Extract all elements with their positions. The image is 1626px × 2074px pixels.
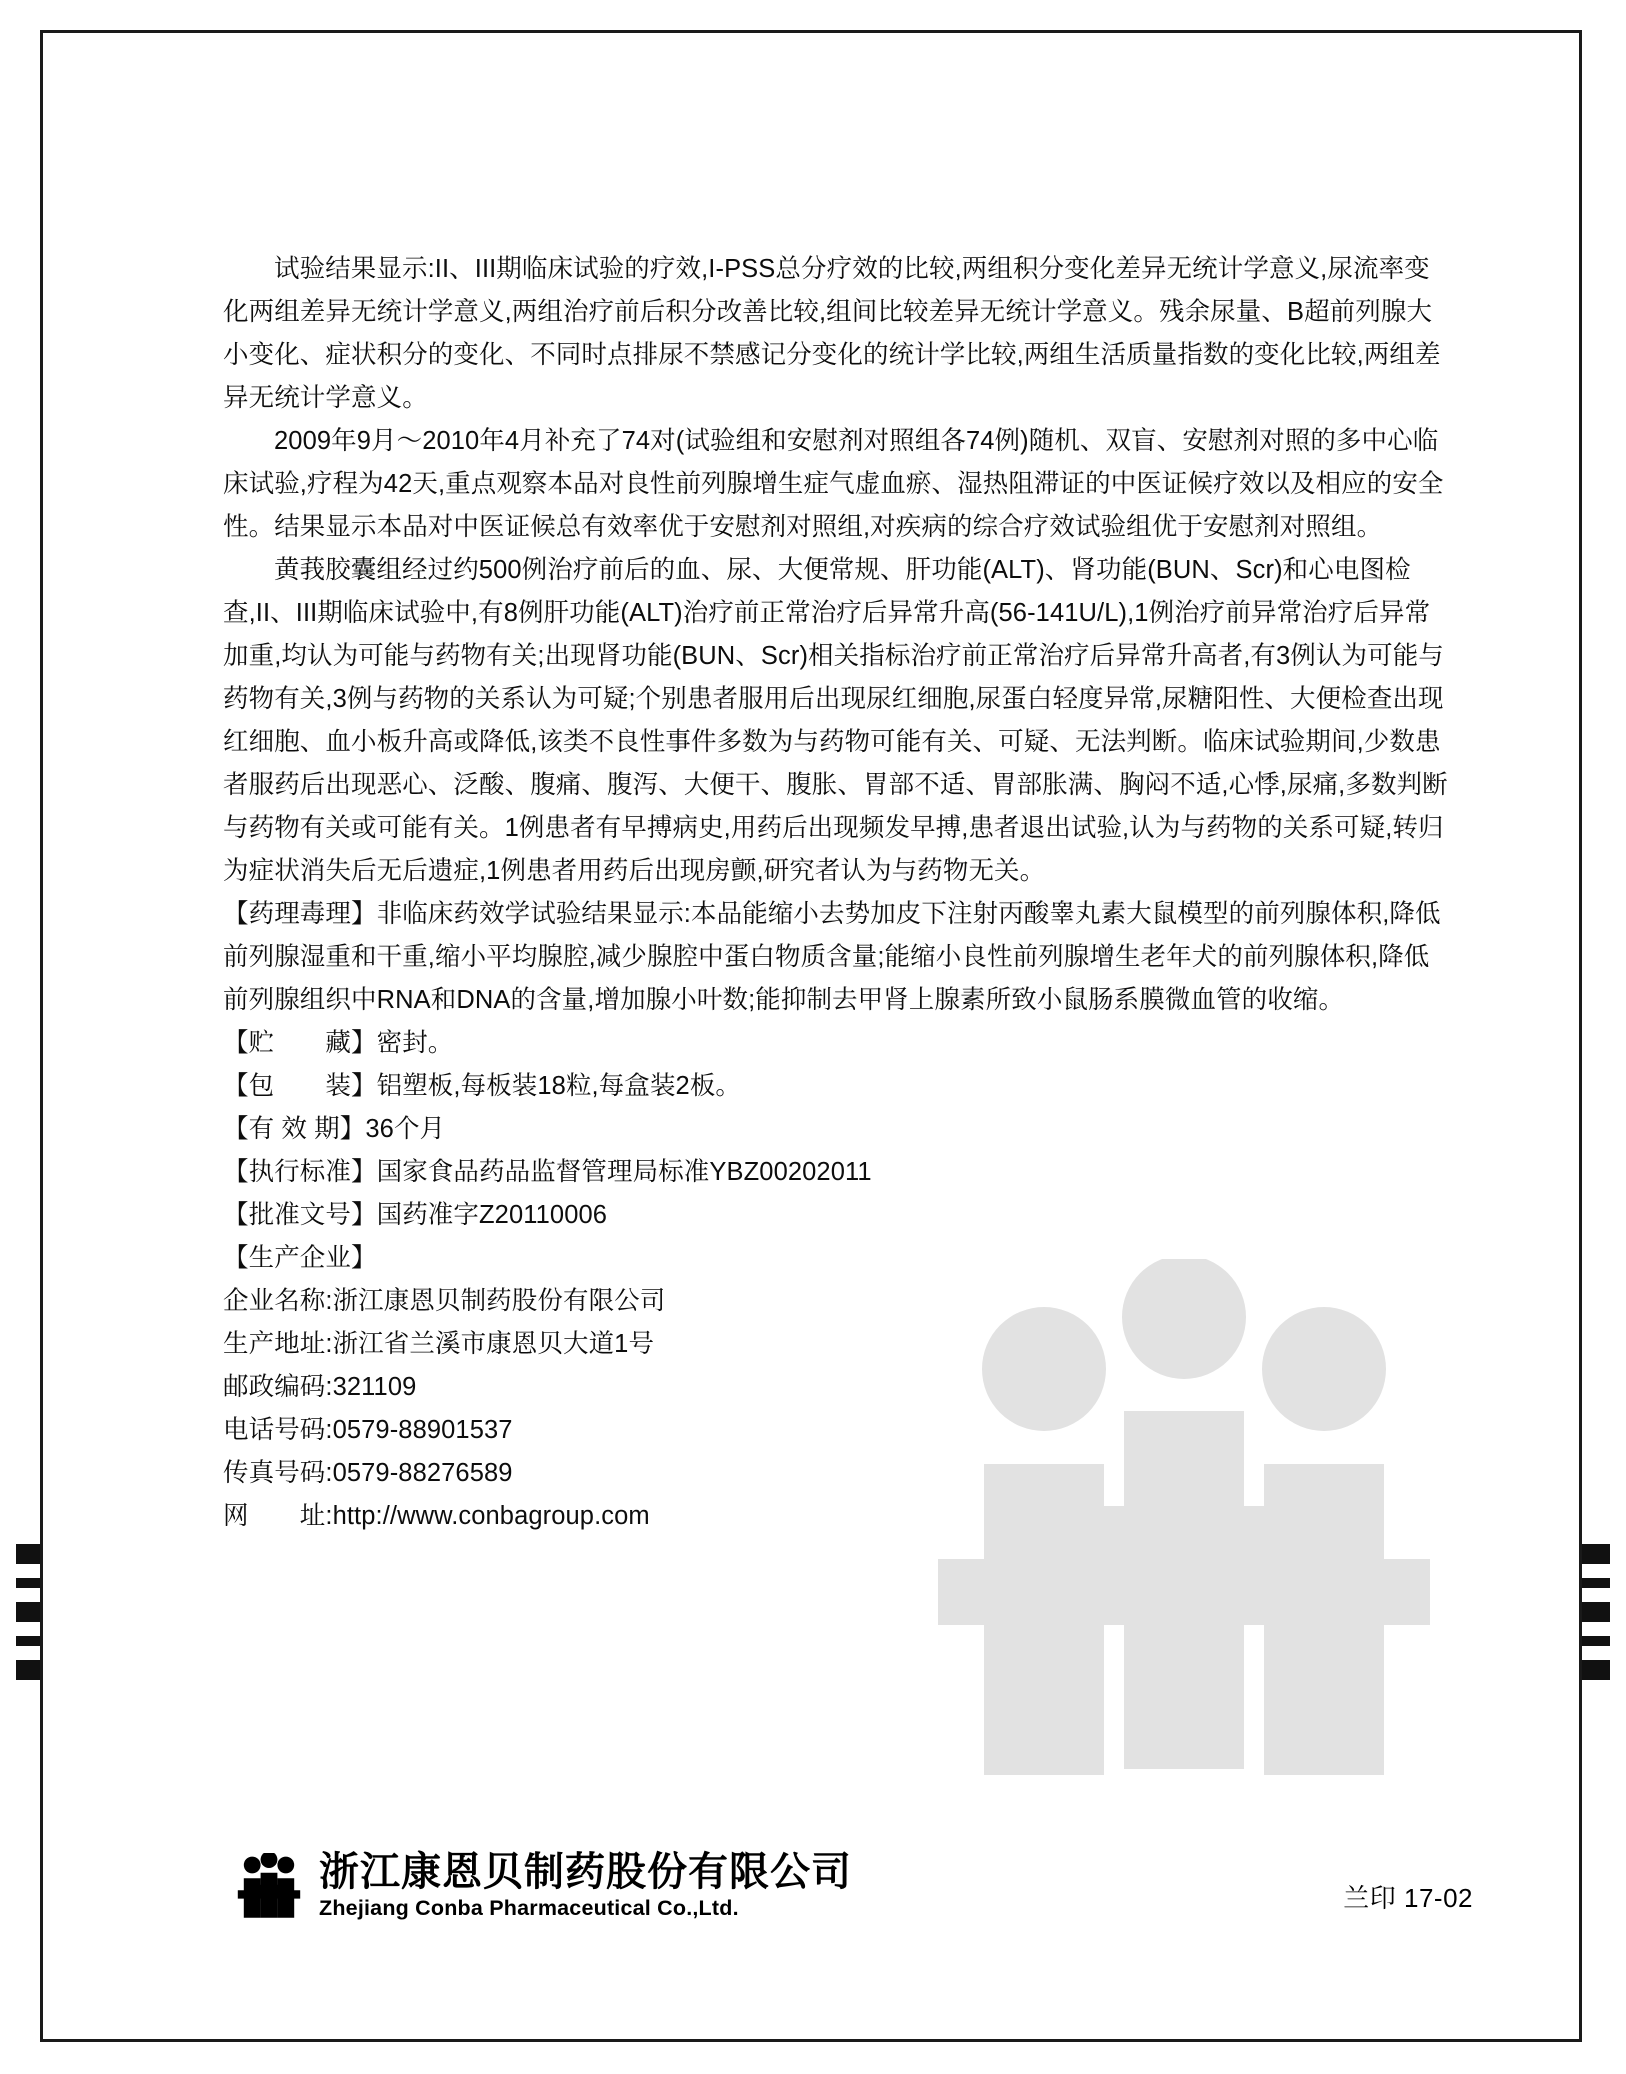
section-shelf-life [223,1108,1453,1151]
section-label-packaging: 【包 装】 [223,1072,377,1100]
section-standard [223,1151,1453,1194]
section-text-standard: 国家食品药品监督管理局标准YBZ00202011 [376,1158,872,1186]
brand-block [233,1851,852,1921]
section-approval-number [223,1194,1453,1237]
section-pharmacology [223,893,1453,1022]
section-text-approval-number: 国药准字Z20110006 [376,1201,608,1229]
conba-logo-icon [233,1853,305,1919]
section-label-manufacturer: 【生产企业】 [223,1244,377,1272]
section-label-standard: 【执行标准】 [223,1158,377,1186]
brand-name-en: Zhejiang Conba Pharmaceutical Co.,Ltd. [319,1896,739,1920]
insert-body-text [223,248,1453,1538]
manufacturer-phone: 电话号码:0579-88901537 [223,1416,513,1444]
section-label-approval-number: 【批准文号】 [223,1201,377,1229]
manufacturer-name: 企业名称:浙江康恩贝制药股份有限公司 [223,1287,666,1315]
brand-name-cn: 浙江康恩贝制药股份有限公司 [319,1850,852,1894]
paragraph-adverse-events: 黄莪胶囊组经过约500例治疗前后的血、尿、大便常规、肝功能(ALT)、肾功能(BUN、Scr)和心电图检查,II、III期临床试验中,有8例肝功能(ALT)治疗前正常治疗后异常升高(56-141U/L),1例治疗前异常治疗后异常加重,均认为可能与药物有关;出现肾功能(BUN、Scr)相关指标治疗前正常治疗后异常升高者,有3例认为可能与药物有关,3例与药物的关系认为可疑;个别患者服用后出现尿红细胞,尿蛋白轻度异常,尿糖阳性、大便检查出现红细胞、血小板升高或降低,该类不良性事件多数为与药物可能有关、可疑、无法判断。临床试验期间,少数患者服药后出现恶心、泛酸、腹痛、腹泻、大便干、腹胀、胃部不适、胃部胀满、胸闷不适,心悸,尿痛,多数判断与药物有关或可能有关。1例患者有早搏病史,用药后出现频发早搏,患者退出试验,认为与药物的关系可疑,转归为症状消失后无后遗症,1例患者用药后出现房颤,研究者认为与药物无关。 [223,556,1448,885]
package-insert-page [40,30,1582,2042]
manufacturer-fax: 传真号码:0579-88276589 [223,1459,513,1487]
section-label-pharmacology: 【药理毒理】 [223,900,377,928]
paragraph-supplementary-trial: 2009年9月～2010年4月补充了74对(试验组和安慰剂对照组各74例)随机、双盲、安慰剂对照的多中心临床试验,疗程为42天,重点观察本品对良性前列腺增生症气虚血瘀、湿热阻滞证的中医证候疗效以及相应的安全性。结果显示本品对中医证候总有效率优于安慰剂对照组,对疾病的综合疗效试验组优于安慰剂对照组。 [223,427,1444,541]
section-label-storage: 【贮 藏】 [223,1029,377,1057]
section-manufacturer [223,1237,1453,1280]
manufacturer-address: 生产地址:浙江省兰溪市康恩贝大道1号 [223,1330,655,1358]
section-text-packaging: 铝塑板,每板装18粒,每盒装2板。 [376,1072,742,1100]
section-text-pharmacology: 非临床药效学试验结果显示:本品能缩小去势加皮下注射丙酸睾丸素大鼠模型的前列腺体积,降低前列腺湿重和干重,缩小平均腺腔,减少腺腔中蛋白物质含量;能缩小良性前列腺增生老年犬的前列腺体积,降低前列腺组织中RNA和DNA的含量,增加腺小叶数;能抑制去甲肾上腺素所致小鼠肠系膜微血管的收缩。 [223,900,1441,1014]
brand-names [319,1851,852,1921]
section-text-storage: 密封。 [376,1029,454,1057]
print-code: 兰印 17-02 [1343,1883,1473,1913]
section-packaging [223,1065,1453,1108]
section-storage [223,1022,1453,1065]
section-label-shelf-life: 【有 效 期】 [223,1115,366,1143]
manufacturer-website: 网 址:http://www.conbagroup.com [223,1502,650,1530]
section-text-shelf-life: 36个月 [365,1115,446,1143]
manufacturer-postcode: 邮政编码:321109 [223,1373,417,1401]
paragraph-clinical-results: 试验结果显示:II、III期临床试验的疗效,I-PSS总分疗效的比较,两组积分变化差异无统计学意义,尿流率变化两组差异无统计学意义,两组治疗前后积分改善比较,组间比较差异无统计学意义。残余尿量、B超前列腺大小变化、症状积分的变化、不同时点排尿不禁感记分变化的统计学比较,两组生活质量指数的变化比较,两组差异无统计学意义。 [223,255,1441,412]
footer [233,1851,1473,1921]
